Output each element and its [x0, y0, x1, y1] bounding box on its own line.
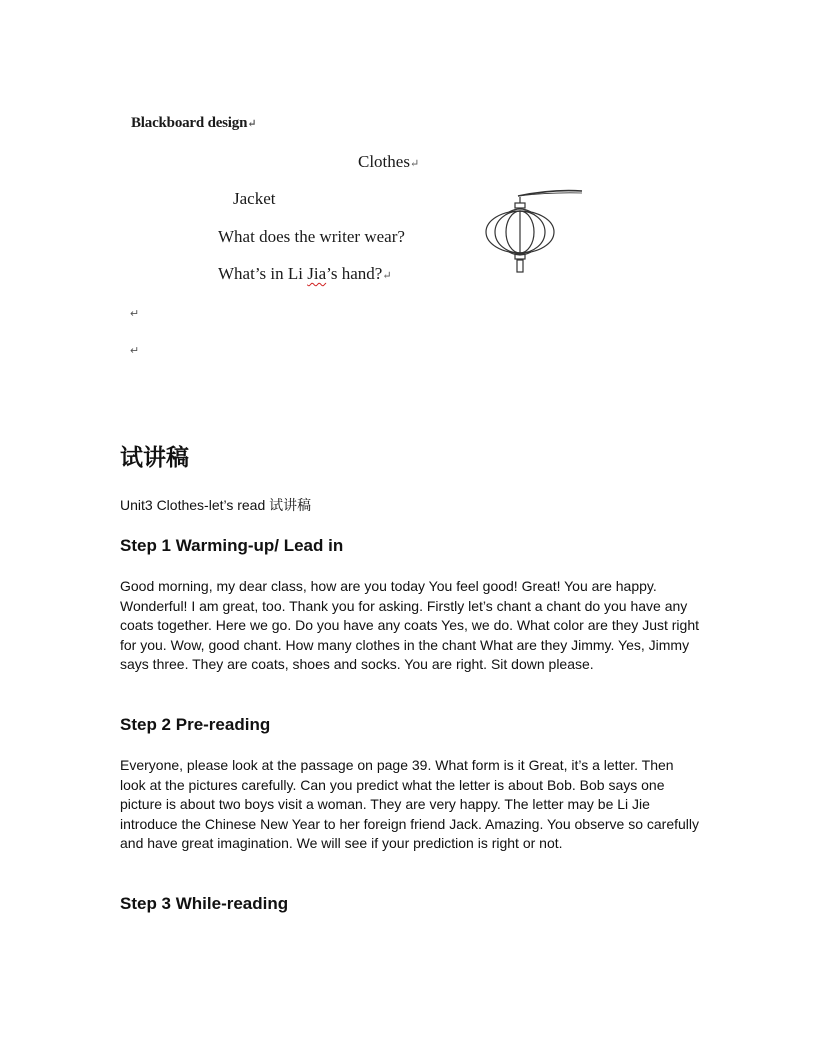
blackboard-question-1: What does the writer wear? — [218, 227, 405, 246]
document-subtitle: Unit3 Clothes-let’s read 试讲稿 — [120, 497, 312, 513]
paragraph-mark: ↵ — [130, 345, 140, 357]
blackboard-topic: Clothes↵ — [358, 152, 420, 171]
step-2-heading: Step 2 Pre-reading — [120, 715, 271, 734]
paragraph-mark: ↵ — [130, 308, 140, 320]
lantern-icon — [482, 188, 588, 278]
step-1-heading: Step 1 Warming-up/ Lead in — [120, 536, 344, 555]
step-2-paragraph: Everyone, please look at the passage on page 39. What form is it Great, it’s a letter. Then look at the pictures carefully. Can you predict what the letter is about Bob. Bob says one picture is about two boys visit a woman. They are very happy. The letter may be Li Jie introduce the Chinese New Year to her foreign friend Jack. Amazing. You observe so carefully and have great imagination. We will see if your prediction is right or not. — [120, 757, 700, 852]
step-3-heading: Step 3 While-reading — [120, 894, 289, 913]
step-1-paragraph: Good morning, my dear class, how are you today You feel good! Great! You are happy. Wonderful! I am great, too. Thank you for asking. Firstly let’s chant a chant do you have any coats together. Here we go. Do you have any coats Yes, we do. What color are they Just right for you. Wow, good chant. How many clothes in the chant What are they Jimmy. Yes, Jimmy says three. They are coats, shoes and socks. You are right. Sit down please. — [120, 578, 699, 673]
blackboard-question-2: What’s in Li Jia’s hand?↵ — [218, 264, 392, 283]
page-heading: 试讲稿 — [120, 445, 189, 471]
blackboard-title: Blackboard design↵ — [131, 115, 257, 131]
spellcheck-word: Jia — [307, 264, 327, 283]
blackboard-vocab: Jacket — [233, 189, 276, 208]
